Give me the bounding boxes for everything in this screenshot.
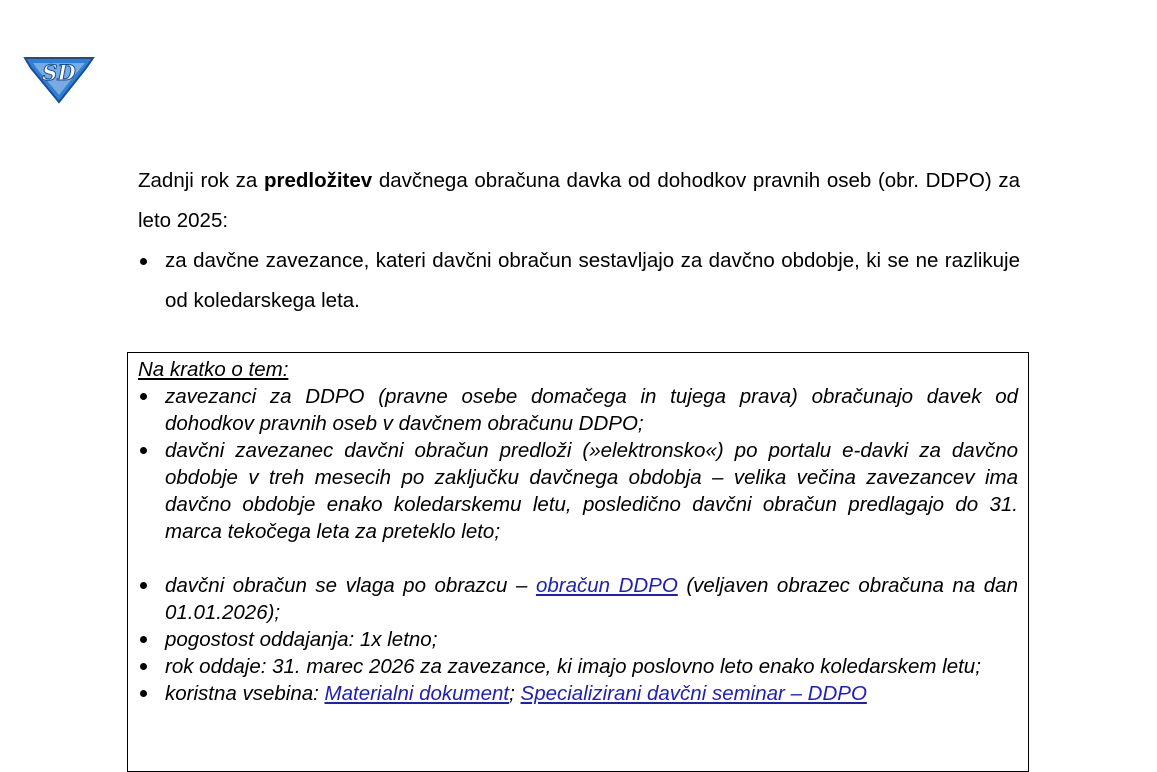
intro-list (138, 241, 1020, 321)
list-item: rok oddaje: 31. marec 2026 za zavezance, ki imajo poslovno leto enako koledarskem letu; (138, 653, 1018, 680)
summary-list (138, 383, 1018, 707)
materialni-dokument-link[interactable]: Materialni dokument (324, 682, 510, 705)
list-item: zavezanci za DDPO (pravne osebe domačega in tujega prava) obračunajo davek od dohodkov pravnih oseb v davčnem obračunu DDPO; (138, 383, 1018, 437)
logo-text: SD (42, 60, 76, 85)
list-item: za davčne zavezance, kateri davčni obračun sestavljajo za davčno obdobje, ki se ne razlikuje od koledarskega leta. (138, 241, 1020, 321)
intro-paragraph: Zadnji rok za predložitev davčnega obračuna davka od dohodkov pravnih oseb (obr. DDPO) za leto 2025: (138, 169, 1020, 232)
obracun-ddpo-link[interactable]: obračun DDPO (535, 574, 678, 597)
seminar-ddpo-link[interactable]: Specializirani davčni seminar – DDPO (520, 682, 867, 705)
bold-term: predložitev (263, 169, 373, 192)
list-item: pogostost oddajanja: 1x letno; (138, 626, 1018, 653)
company-logo (22, 50, 96, 104)
list-item: davčni zavezanec davčni obračun predloži (»elektronsko«) po portalu e-davki za davčno obdobje v treh mesecih po zaključku davčnega obdobja – velika večina zavezancev ima davčno obdobje enako koledarskemu letu, posledično davčni obračun predlagajo do 31. marca tekočega leta za preteklo leto; (138, 437, 1018, 545)
summary-box (127, 352, 1029, 772)
list-item: koristna vsebina: Materialni dokument; Specializirani davčni seminar – DDPO (138, 680, 1018, 707)
intro-section (138, 161, 1020, 321)
summary-title: Na kratko o tem: (138, 358, 289, 381)
sd-logo-icon (22, 50, 96, 104)
list-item: davčni obračun se vlaga po obrazcu – obračun DDPO (veljaven obrazec obračuna na dan 01.01.2026); (138, 572, 1018, 626)
